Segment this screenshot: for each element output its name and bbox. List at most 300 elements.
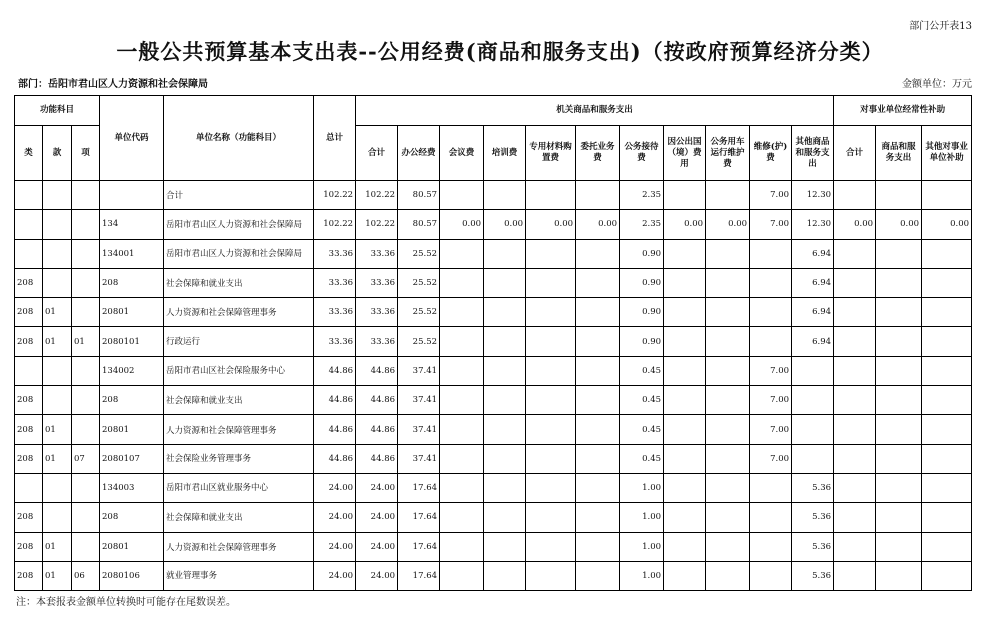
cell-amount <box>750 532 792 561</box>
cell-amount <box>526 473 576 502</box>
cell-amount: 0.45 <box>620 415 664 444</box>
cell-amount: 0.00 <box>576 210 620 239</box>
cell-lei <box>15 239 43 268</box>
cell-amount <box>440 561 484 590</box>
header-training-fee: 培训费 <box>484 126 526 181</box>
cell-amount <box>750 327 792 356</box>
cell-amount: 0.45 <box>620 356 664 385</box>
cell-amount <box>576 415 620 444</box>
cell-amount <box>876 356 922 385</box>
header-office-expense: 办公经费 <box>398 126 440 181</box>
cell-amount <box>922 268 972 297</box>
cell-amount: 24.00 <box>356 532 398 561</box>
cell-amount <box>526 239 576 268</box>
cell-amount <box>750 473 792 502</box>
cell-amount: 12.30 <box>792 210 834 239</box>
cell-amount: 25.52 <box>398 298 440 327</box>
cell-amount <box>750 298 792 327</box>
header-commissioned-services: 委托业务费 <box>576 126 620 181</box>
header-vehicle-maintenance: 公务用车运行维护费 <box>706 126 750 181</box>
cell-amount <box>526 327 576 356</box>
cell-amount <box>876 473 922 502</box>
cell-xiang: 07 <box>72 444 100 473</box>
cell-amount <box>440 327 484 356</box>
cell-amount: 17.64 <box>398 473 440 502</box>
cell-amount <box>706 268 750 297</box>
cell-amount <box>484 298 526 327</box>
cell-amount: 17.64 <box>398 532 440 561</box>
cell-amount <box>440 473 484 502</box>
cell-amount <box>706 386 750 415</box>
cell-xiang <box>72 268 100 297</box>
cell-amount: 37.41 <box>398 356 440 385</box>
cell-amount <box>834 532 876 561</box>
cell-unit-name: 行政运行 <box>164 327 314 356</box>
cell-amount <box>440 503 484 532</box>
cell-amount <box>664 181 706 210</box>
cell-amount <box>922 532 972 561</box>
cell-total: 33.36 <box>314 298 356 327</box>
table-row <box>15 561 972 590</box>
cell-unit-code: 2080106 <box>100 561 164 590</box>
cell-lei: 208 <box>15 298 43 327</box>
cell-amount <box>792 444 834 473</box>
cell-amount <box>792 386 834 415</box>
cell-xiang <box>72 210 100 239</box>
header-other-goods-services: 其他商品和服务支出 <box>792 126 834 181</box>
cell-total: 102.22 <box>314 210 356 239</box>
cell-amount: 2.35 <box>620 210 664 239</box>
cell-amount <box>876 268 922 297</box>
cell-lei: 208 <box>15 268 43 297</box>
cell-amount <box>706 444 750 473</box>
doc-code: 部门公开表13 <box>909 21 972 32</box>
cell-amount: 0.45 <box>620 444 664 473</box>
cell-amount: 37.41 <box>398 386 440 415</box>
cell-amount <box>922 298 972 327</box>
cell-amount: 2.35 <box>620 181 664 210</box>
cell-lei: 208 <box>15 561 43 590</box>
cell-amount <box>706 561 750 590</box>
department-label: 部门：岳阳市君山区人力资源和社会保障局 <box>18 79 208 90</box>
cell-amount: 24.00 <box>356 473 398 502</box>
cell-amount <box>484 532 526 561</box>
cell-amount <box>664 268 706 297</box>
cell-unit-code: 208 <box>100 503 164 532</box>
header-overseas-travel: 因公出国（境）费用 <box>664 126 706 181</box>
cell-lei <box>15 473 43 502</box>
cell-amount: 0.00 <box>440 210 484 239</box>
cell-kuan: 01 <box>43 415 72 444</box>
cell-unit-code <box>100 181 164 210</box>
cell-kuan <box>43 356 72 385</box>
cell-amount <box>576 356 620 385</box>
cell-amount <box>526 268 576 297</box>
cell-amount <box>834 503 876 532</box>
cell-unit-name: 岳阳市君山区人力资源和社会保障局 <box>164 210 314 239</box>
cell-amount <box>664 503 706 532</box>
cell-lei <box>15 181 43 210</box>
table-row <box>15 356 972 385</box>
cell-amount: 5.36 <box>792 503 834 532</box>
cell-amount <box>876 181 922 210</box>
cell-lei <box>15 356 43 385</box>
cell-amount <box>576 239 620 268</box>
cell-amount <box>576 473 620 502</box>
cell-amount <box>664 532 706 561</box>
cell-unit-name: 人力资源和社会保障管理事务 <box>164 532 314 561</box>
cell-amount <box>484 268 526 297</box>
cell-amount <box>664 239 706 268</box>
cell-lei: 208 <box>15 532 43 561</box>
cell-amount <box>922 561 972 590</box>
cell-amount <box>834 298 876 327</box>
cell-unit-name: 社会保险业务管理事务 <box>164 444 314 473</box>
cell-amount <box>834 327 876 356</box>
cell-unit-code: 134001 <box>100 239 164 268</box>
table-row <box>15 327 972 356</box>
cell-amount <box>576 327 620 356</box>
cell-amount: 6.94 <box>792 327 834 356</box>
cell-amount: 7.00 <box>750 415 792 444</box>
cell-amount <box>834 356 876 385</box>
table-row <box>15 532 972 561</box>
cell-total: 44.86 <box>314 386 356 415</box>
cell-amount <box>834 561 876 590</box>
cell-amount: 80.57 <box>398 210 440 239</box>
cell-amount <box>876 239 922 268</box>
cell-unit-name: 就业管理事务 <box>164 561 314 590</box>
cell-amount: 7.00 <box>750 181 792 210</box>
cell-xiang <box>72 415 100 444</box>
cell-amount <box>706 298 750 327</box>
header-unit-name: 单位名称（功能科目） <box>164 96 314 181</box>
cell-amount <box>664 356 706 385</box>
cell-amount <box>440 298 484 327</box>
cell-unit-code: 2080107 <box>100 444 164 473</box>
cell-xiang <box>72 386 100 415</box>
cell-unit-code: 20801 <box>100 532 164 561</box>
cell-amount <box>664 298 706 327</box>
cell-amount <box>484 415 526 444</box>
cell-amount <box>526 503 576 532</box>
cell-amount <box>526 356 576 385</box>
cell-amount <box>576 386 620 415</box>
header-g2-other-subsidy: 其他对事业单位补助 <box>922 126 972 181</box>
cell-amount <box>526 415 576 444</box>
cell-amount <box>484 239 526 268</box>
cell-unit-code: 2080101 <box>100 327 164 356</box>
cell-amount: 102.22 <box>356 181 398 210</box>
table-row <box>15 386 972 415</box>
cell-amount <box>576 444 620 473</box>
cell-amount: 1.00 <box>620 561 664 590</box>
cell-unit-code: 20801 <box>100 298 164 327</box>
cell-amount: 6.94 <box>792 298 834 327</box>
budget-table-body <box>15 181 972 591</box>
cell-total: 24.00 <box>314 503 356 532</box>
cell-amount <box>576 532 620 561</box>
cell-unit-name: 人力资源和社会保障管理事务 <box>164 298 314 327</box>
cell-total: 24.00 <box>314 473 356 502</box>
cell-xiang <box>72 532 100 561</box>
cell-amount: 17.64 <box>398 503 440 532</box>
cell-amount <box>440 181 484 210</box>
cell-amount <box>706 327 750 356</box>
page-title: 一般公共预算基本支出表--公用经费(商品和服务支出)（按政府预算经济分类） <box>116 39 884 64</box>
cell-amount: 0.00 <box>834 210 876 239</box>
cell-lei: 208 <box>15 415 43 444</box>
cell-kuan: 01 <box>43 532 72 561</box>
cell-unit-code: 134002 <box>100 356 164 385</box>
cell-amount <box>876 561 922 590</box>
cell-kuan: 01 <box>43 444 72 473</box>
table-row <box>15 181 972 210</box>
cell-amount <box>922 473 972 502</box>
cell-amount <box>750 268 792 297</box>
cell-amount: 25.52 <box>398 327 440 356</box>
cell-xiang: 06 <box>72 561 100 590</box>
cell-amount <box>664 415 706 444</box>
header-unit-code: 单位代码 <box>100 96 164 181</box>
header-xiang: 项 <box>72 126 100 181</box>
cell-amount <box>526 386 576 415</box>
table-row <box>15 415 972 444</box>
cell-amount <box>922 181 972 210</box>
cell-amount <box>922 503 972 532</box>
cell-amount: 44.86 <box>356 415 398 444</box>
cell-total: 33.36 <box>314 327 356 356</box>
cell-amount: 33.36 <box>356 239 398 268</box>
table-row <box>15 503 972 532</box>
cell-amount <box>876 532 922 561</box>
table-row <box>15 298 972 327</box>
cell-unit-name: 岳阳市君山区社会保险服务中心 <box>164 356 314 385</box>
cell-amount: 1.00 <box>620 503 664 532</box>
table-row <box>15 268 972 297</box>
header-g2-subtotal: 合计 <box>834 126 876 181</box>
cell-xiang <box>72 356 100 385</box>
cell-kuan <box>43 268 72 297</box>
cell-xiang <box>72 298 100 327</box>
cell-amount: 24.00 <box>356 561 398 590</box>
cell-amount <box>876 298 922 327</box>
cell-total: 102.22 <box>314 181 356 210</box>
header-official-reception: 公务接待费 <box>620 126 664 181</box>
cell-amount <box>440 386 484 415</box>
cell-amount <box>576 181 620 210</box>
cell-xiang: 01 <box>72 327 100 356</box>
cell-amount: 25.52 <box>398 268 440 297</box>
cell-xiang <box>72 473 100 502</box>
cell-amount <box>664 561 706 590</box>
cell-amount: 5.36 <box>792 532 834 561</box>
cell-unit-code: 134003 <box>100 473 164 502</box>
cell-amount: 7.00 <box>750 386 792 415</box>
cell-kuan: 01 <box>43 298 72 327</box>
cell-amount <box>440 356 484 385</box>
cell-total: 44.86 <box>314 356 356 385</box>
cell-amount: 0.90 <box>620 268 664 297</box>
cell-unit-name: 岳阳市君山区就业服务中心 <box>164 473 314 502</box>
cell-amount: 7.00 <box>750 210 792 239</box>
header-group-agency-goods-services: 机关商品和服务支出 <box>356 96 834 126</box>
cell-amount <box>876 327 922 356</box>
cell-amount: 0.45 <box>620 386 664 415</box>
cell-amount <box>484 503 526 532</box>
cell-total: 24.00 <box>314 532 356 561</box>
cell-amount: 12.30 <box>792 181 834 210</box>
cell-amount: 0.00 <box>526 210 576 239</box>
cell-amount <box>440 415 484 444</box>
cell-lei: 208 <box>15 444 43 473</box>
cell-amount <box>750 503 792 532</box>
cell-amount: 0.90 <box>620 239 664 268</box>
cell-amount <box>576 561 620 590</box>
cell-amount: 37.41 <box>398 415 440 444</box>
cell-amount <box>706 356 750 385</box>
cell-lei: 208 <box>15 503 43 532</box>
cell-amount <box>484 444 526 473</box>
header-group-institution-subsidy: 对事业单位经常性补助 <box>834 96 972 126</box>
cell-amount <box>922 415 972 444</box>
cell-amount <box>922 327 972 356</box>
cell-unit-name: 社会保障和就业支出 <box>164 386 314 415</box>
cell-amount: 0.00 <box>484 210 526 239</box>
cell-amount <box>922 386 972 415</box>
cell-amount: 0.00 <box>706 210 750 239</box>
cell-amount <box>664 386 706 415</box>
cell-amount: 44.86 <box>356 356 398 385</box>
table-row <box>15 210 972 239</box>
cell-amount: 6.94 <box>792 268 834 297</box>
cell-amount <box>526 532 576 561</box>
cell-total: 33.36 <box>314 239 356 268</box>
cell-total: 44.86 <box>314 415 356 444</box>
cell-amount: 24.00 <box>356 503 398 532</box>
cell-amount: 0.00 <box>876 210 922 239</box>
cell-total: 24.00 <box>314 561 356 590</box>
footnote: 注：本套报表金额单位转换时可能存在尾数误差。 <box>16 597 236 608</box>
cell-amount <box>440 239 484 268</box>
cell-amount <box>922 356 972 385</box>
cell-amount: 0.00 <box>922 210 972 239</box>
cell-amount <box>706 532 750 561</box>
cell-amount: 6.94 <box>792 239 834 268</box>
cell-amount: 0.90 <box>620 298 664 327</box>
cell-unit-name: 社会保障和就业支出 <box>164 268 314 297</box>
cell-amount <box>876 386 922 415</box>
cell-amount <box>792 415 834 444</box>
cell-xiang <box>72 503 100 532</box>
cell-amount <box>834 181 876 210</box>
header-g2-goods-services: 商品和服务支出 <box>876 126 922 181</box>
cell-amount: 5.36 <box>792 473 834 502</box>
cell-amount <box>834 268 876 297</box>
cell-amount <box>526 444 576 473</box>
cell-amount <box>484 181 526 210</box>
cell-amount: 7.00 <box>750 356 792 385</box>
cell-xiang <box>72 239 100 268</box>
meta-row <box>18 75 972 89</box>
cell-amount <box>526 181 576 210</box>
cell-amount <box>706 239 750 268</box>
cell-amount <box>664 473 706 502</box>
cell-kuan <box>43 181 72 210</box>
cell-amount: 7.00 <box>750 444 792 473</box>
cell-kuan: 01 <box>43 327 72 356</box>
cell-amount <box>664 327 706 356</box>
cell-unit-code: 134 <box>100 210 164 239</box>
amount-unit-label: 金额单位：万元 <box>902 79 972 90</box>
cell-kuan <box>43 386 72 415</box>
cell-amount <box>876 503 922 532</box>
cell-amount <box>484 473 526 502</box>
cell-amount: 25.52 <box>398 239 440 268</box>
cell-amount: 44.86 <box>356 386 398 415</box>
cell-amount <box>706 415 750 444</box>
cell-amount <box>576 503 620 532</box>
cell-amount <box>834 386 876 415</box>
cell-amount <box>576 298 620 327</box>
cell-amount: 0.00 <box>664 210 706 239</box>
cell-amount <box>750 239 792 268</box>
cell-amount <box>484 327 526 356</box>
cell-amount <box>706 181 750 210</box>
header-lei: 类 <box>15 126 43 181</box>
cell-amount: 44.86 <box>356 444 398 473</box>
cell-kuan <box>43 473 72 502</box>
cell-lei: 208 <box>15 386 43 415</box>
budget-table <box>14 95 972 591</box>
cell-amount <box>484 561 526 590</box>
cell-unit-name: 人力资源和社会保障管理事务 <box>164 415 314 444</box>
cell-amount: 33.36 <box>356 268 398 297</box>
cell-unit-name: 合计 <box>164 181 314 210</box>
cell-amount: 17.64 <box>398 561 440 590</box>
header-meeting-fee: 会议费 <box>440 126 484 181</box>
cell-amount: 33.36 <box>356 298 398 327</box>
cell-unit-name: 社会保障和就业支出 <box>164 503 314 532</box>
cell-amount <box>526 298 576 327</box>
cell-unit-name: 岳阳市君山区人力资源和社会保障局 <box>164 239 314 268</box>
cell-kuan: 01 <box>43 561 72 590</box>
cell-unit-code: 208 <box>100 386 164 415</box>
header-total: 总计 <box>314 96 356 181</box>
header-special-materials: 专用材料购置费 <box>526 126 576 181</box>
cell-amount <box>834 415 876 444</box>
cell-amount <box>706 473 750 502</box>
cell-amount <box>440 444 484 473</box>
cell-amount: 37.41 <box>398 444 440 473</box>
cell-amount <box>440 268 484 297</box>
cell-kuan <box>43 503 72 532</box>
table-row <box>15 444 972 473</box>
cell-amount <box>484 386 526 415</box>
cell-amount <box>834 473 876 502</box>
cell-amount: 102.22 <box>356 210 398 239</box>
cell-amount <box>440 532 484 561</box>
header-func-subject: 功能科目 <box>15 96 100 126</box>
cell-amount <box>526 561 576 590</box>
header-kuan: 款 <box>43 126 72 181</box>
header-g1-subtotal: 合计 <box>356 126 398 181</box>
cell-amount: 5.36 <box>792 561 834 590</box>
cell-lei: 208 <box>15 327 43 356</box>
cell-unit-code: 208 <box>100 268 164 297</box>
cell-kuan <box>43 210 72 239</box>
cell-amount <box>792 356 834 385</box>
